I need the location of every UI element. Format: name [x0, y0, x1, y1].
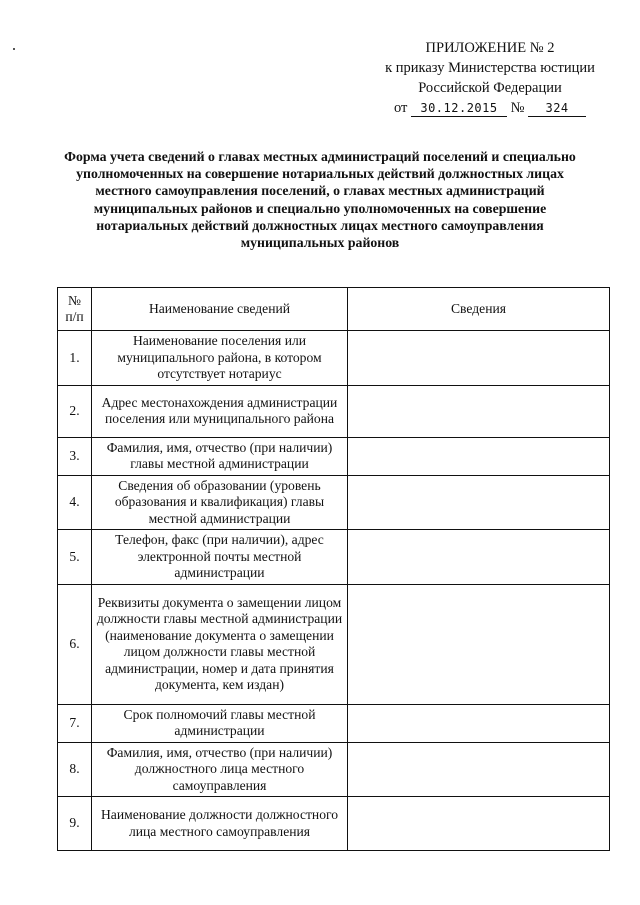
row-name: Фамилия, имя, отчество (при наличии) должностного лица местного самоуправления	[92, 742, 348, 797]
order-date: 30.12.2015	[411, 100, 507, 117]
table-row	[58, 530, 610, 585]
row-number: 5.	[58, 530, 92, 585]
form-title: Форма учета сведений о главах местных администраций поселений и специально уполномоченных на совершение нотариальных действий должностных лицах местного самоуправления поселений, о главах местных администраций муниципальных районов и специально уполномоченных на совершение нотариальных действий должностных лицах местного самоуправления муниципальных районов	[64, 149, 576, 251]
appendix-ministry: Российской Федерации	[418, 80, 562, 96]
table-row	[58, 331, 610, 386]
header-name: Наименование сведений	[92, 288, 348, 331]
row-value	[348, 385, 610, 437]
header-number: № п/п	[58, 288, 92, 331]
row-value	[348, 437, 610, 475]
table-row	[58, 704, 610, 742]
appendix-title: ПРИЛОЖЕНИЕ № 2	[425, 40, 555, 56]
table-row	[58, 584, 610, 704]
table-row	[58, 742, 610, 797]
appendix-header	[360, 38, 620, 118]
order-details	[360, 98, 620, 118]
scan-speck	[13, 48, 15, 50]
row-name: Фамилия, имя, отчество (при наличии) главы местной администрации	[92, 437, 348, 475]
row-number: 1.	[58, 331, 92, 386]
information-table	[57, 287, 610, 851]
table-row	[58, 385, 610, 437]
from-label: от	[393, 100, 408, 116]
row-number: 6.	[58, 584, 92, 704]
row-name: Срок полномочий главы местной администрации	[92, 704, 348, 742]
row-name: Наименование должности должностного лица местного самоуправления	[92, 797, 348, 851]
row-value	[348, 704, 610, 742]
row-value	[348, 475, 610, 530]
table-row	[58, 475, 610, 530]
row-name: Наименование поселения или муниципального района, в котором отсутствует нотариус	[92, 331, 348, 386]
row-name: Адрес местонахождения администрации поселения или муниципального района	[92, 385, 348, 437]
row-value	[348, 742, 610, 797]
row-number: 2.	[58, 385, 92, 437]
header-value: Сведения	[348, 288, 610, 331]
row-number: 3.	[58, 437, 92, 475]
row-number: 9.	[58, 797, 92, 851]
number-label: №	[510, 100, 525, 116]
row-value	[348, 331, 610, 386]
table-row	[58, 797, 610, 851]
appendix-order-reference: к приказу Министерства юстиции	[385, 60, 595, 76]
row-value	[348, 530, 610, 585]
row-name: Сведения об образовании (уровень образования и квалификация) главы местной администрации	[92, 475, 348, 530]
order-number: 324	[528, 100, 586, 117]
row-number: 7.	[58, 704, 92, 742]
row-value	[348, 797, 610, 851]
table-row	[58, 437, 610, 475]
row-name: Телефон, факс (при наличии), адрес электронной почты местной администрации	[92, 530, 348, 585]
row-number: 8.	[58, 742, 92, 797]
row-number: 4.	[58, 475, 92, 530]
table-header-row	[58, 288, 610, 331]
row-value	[348, 584, 610, 704]
row-name: Реквизиты документа о замещении лицом должности главы местной администрации (наименование документа о замещении лицом должности главы местной администрации, номер и дата принятия документа, кем издан)	[92, 584, 348, 704]
